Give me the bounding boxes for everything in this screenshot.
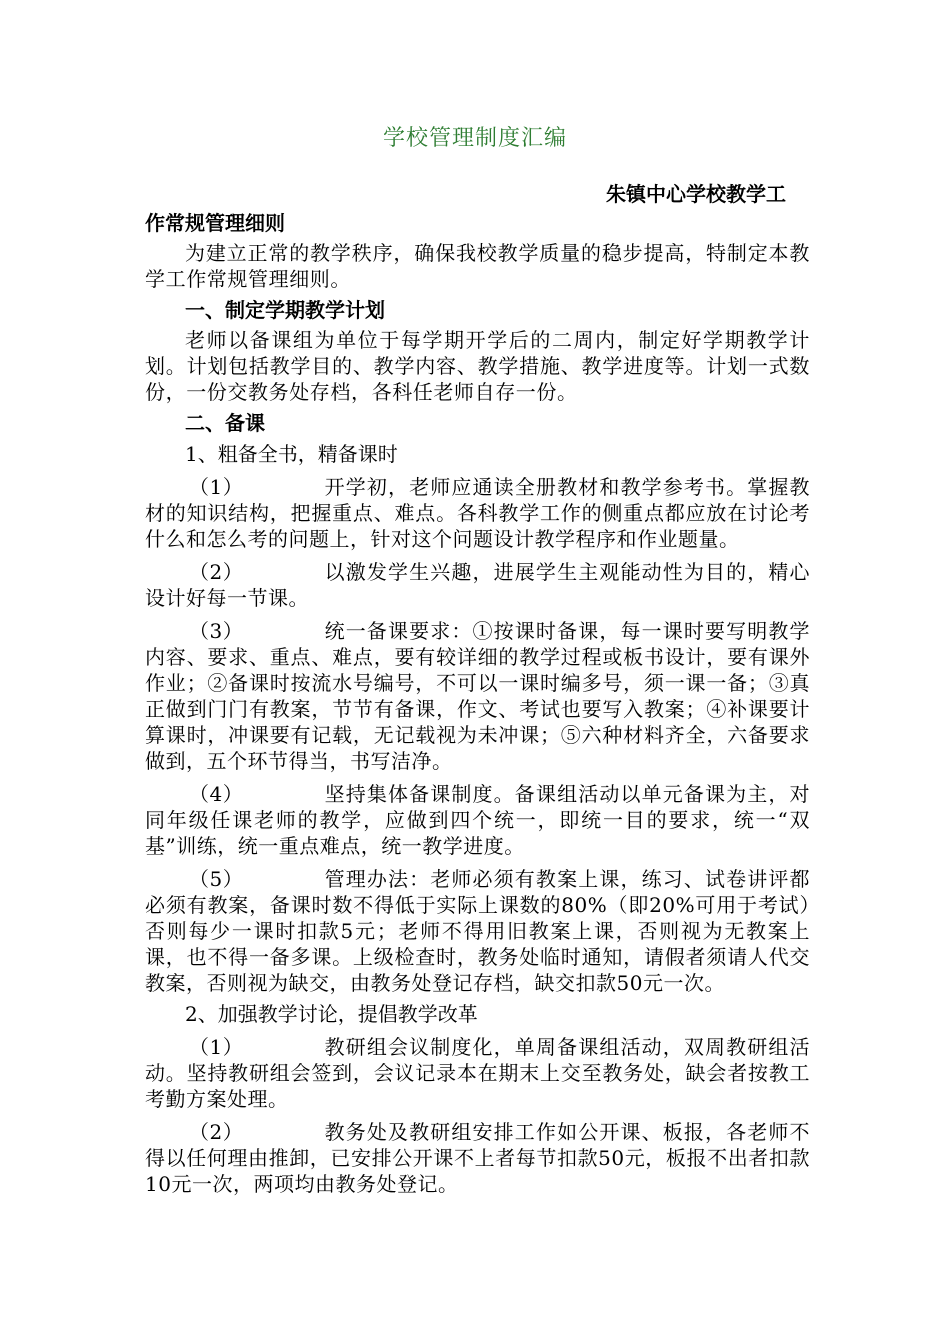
item-text: 统一备课要求：①按课时备课，每一课时要写明教学内容、要求、重点、难点，要有较详细的教学过程或板书设计，要有课外作业；②备课时按流水号编号，不可以一课时编多号，须一课一备；③真正做到门门有教案，节节有备课，作文、考试也要写入教案；④补课要计算课时，冲课要有记载，无记载视为未冲课；⑤六种材料齐全，六备要求做到，五个环节得当，书写洁净。: [145, 619, 810, 773]
item-number: （1）: [189, 475, 244, 499]
item-number: （2）: [189, 560, 244, 584]
item-text: 教研组会议制度化，单周备课组活动，双周教研组活动。坚持教研组会签到，会议记录本在期末上交至教务处，缺会者按教工考勤方案处理。: [145, 1035, 810, 1111]
subsection1-title: 1、粗备全书，精备课时: [185, 442, 398, 466]
document-body: [145, 181, 810, 1197]
item-number: （4）: [189, 782, 244, 806]
item-text: 教务处及教研组安排工作如公开课、板报，各老师不得以任何理由推卸，已安排公开课不上者每节扣款50元，板报不出者扣款10元一次，两项均由教务处登记。: [145, 1120, 810, 1196]
intro-paragraph: 为建立正常的教学秩序，确保我校教学质量的稳步提高，特制定本教学工作常规管理细则。: [145, 241, 810, 291]
item-number: （3）: [189, 619, 244, 643]
item-number: （1）: [189, 1035, 244, 1059]
list-item: [145, 781, 810, 859]
list-item: [145, 1034, 810, 1112]
item-text: 管理办法：老师必须有教案上课，练习、试卷讲评都必须有教案，备课时数不得低于实际上课数的80%（即20%可用于考试）否则每少一课时扣款5元；老师不得用旧教案上课，否则视为无教案上课，也不得一备多课。上级检查时，教务处临时通知，请假者须请人代交教案，否则视为缺交，由教务处登记存档，缺交扣款50元一次。: [145, 867, 810, 995]
item-number: （2）: [189, 1120, 244, 1144]
section1-body: 老师以备课组为单位于每学期开学后的二周内，制定好学期教学计划。计划包括教学目的、教学内容、教学措施、教学进度等。计划一式数份，一份交教务处存档，各科任老师自存一份。: [145, 328, 810, 404]
subsection2-title: 2、加强教学讨论，提倡教学改革: [185, 1002, 478, 1026]
item-text: 坚持集体备课制度。备课组活动以单元备课为主，对同年级任课老师的教学，应做到四个统一，即统一目的要求，统一“双基”训练，统一重点难点，统一教学进度。: [145, 782, 810, 858]
list-item: [145, 866, 810, 996]
list-item: [145, 559, 810, 611]
item-text: 开学初，老师应通读全册教材和教学参考书。掌握教材的知识结构，把握重点、难点。各科教学工作的侧重点都应放在讨论考什么和怎么考的问题上，针对这个问题设计教学程序和作业题量。: [145, 475, 810, 551]
list-item: [145, 474, 810, 552]
item-text: 以激发学生兴趣，进展学生主观能动性为目的，精心设计好每一节课。: [145, 560, 810, 610]
list-item: [145, 1119, 810, 1197]
section2-heading: 二、备课: [185, 411, 265, 435]
section1-heading: 一、制定学期教学计划: [185, 298, 385, 322]
item-number: （5）: [189, 867, 244, 891]
list-item: [145, 618, 810, 774]
header-title: 学校管理制度汇编: [382, 126, 567, 151]
document-title-line1: 朱镇中心学校教学工: [606, 182, 786, 206]
document-title-line2: 作常规管理细则: [145, 211, 285, 235]
